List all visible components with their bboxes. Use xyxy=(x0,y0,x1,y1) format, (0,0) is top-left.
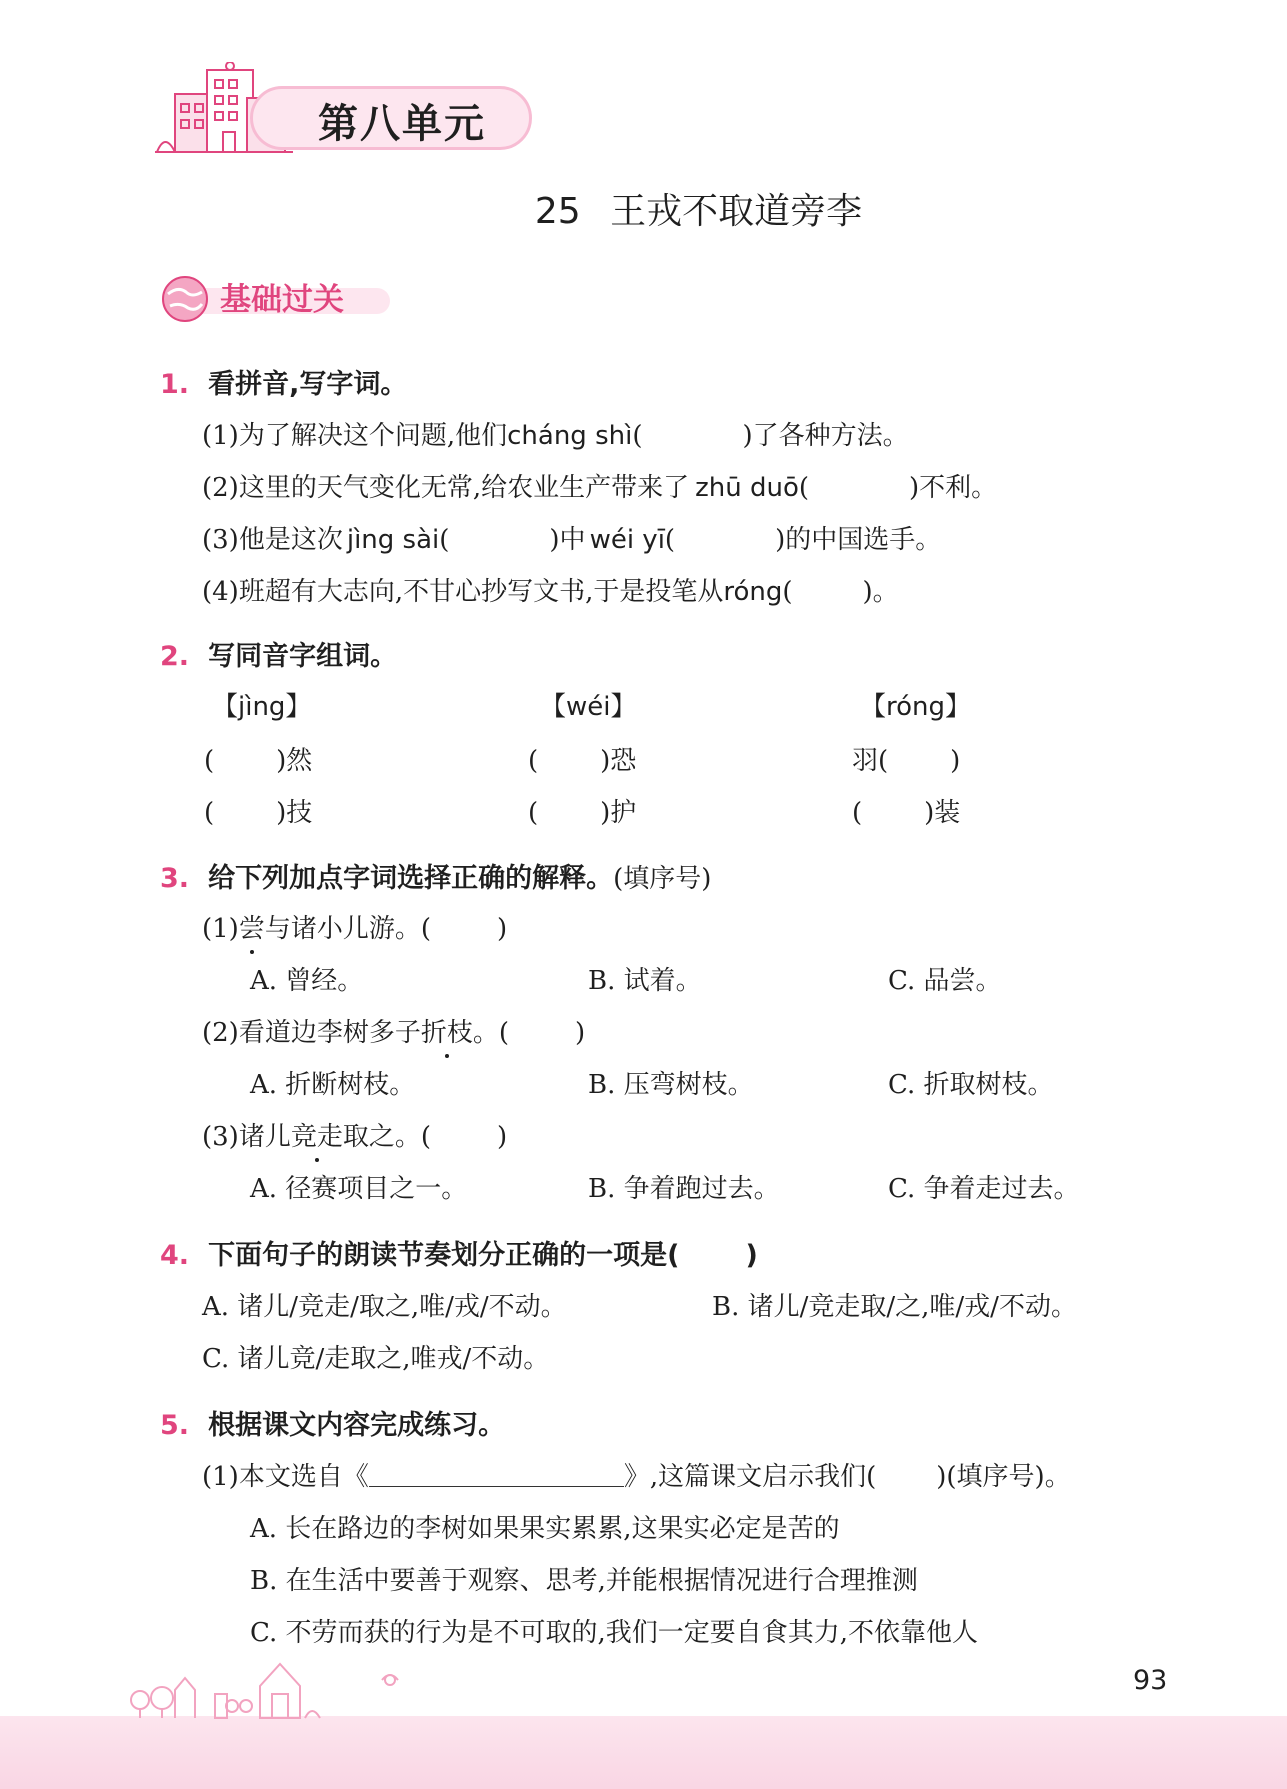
homophone-pinyin-jing: 【jìng】 xyxy=(212,692,312,722)
option-b: B. 诸儿/竞走取/之,唯/戎/不动。 xyxy=(712,1292,1077,1322)
town-doodle-icon xyxy=(120,1650,420,1720)
item-text: )。 xyxy=(862,577,899,607)
option-a: A. 径赛项目之一。 xyxy=(250,1174,468,1204)
option-c: C. 不劳而获的行为是不可取的,我们一定要自食其力,不依靠他人 xyxy=(250,1618,979,1648)
dotted-word: 折枝 xyxy=(420,1018,473,1048)
homophone-row: ( )装 xyxy=(852,798,961,828)
item-text: (1)本文选自《 xyxy=(202,1462,369,1492)
pinyin: wéi yī xyxy=(589,525,665,555)
item-text: )然 xyxy=(276,746,313,776)
homophone-pinyin-wei: 【wéi】 xyxy=(540,692,637,722)
lesson-name: 王戎不取道旁李 xyxy=(610,191,863,232)
item-text: ) xyxy=(950,746,961,776)
lesson-title xyxy=(0,183,1287,234)
item-text: ) xyxy=(497,914,508,944)
item-text: )的中国选手。 xyxy=(775,525,942,555)
pinyin: jìng sài xyxy=(346,525,440,555)
question-title: 下面句子的朗读节奏划分正确的一项是( xyxy=(208,1240,680,1271)
question-number: 4. xyxy=(160,1240,190,1271)
lesson-number: 25 xyxy=(534,191,581,232)
homophone-pinyin-rong: 【róng】 xyxy=(860,692,972,722)
homophone-row: ( )恐 xyxy=(528,746,637,776)
item-text: 。( xyxy=(472,1018,510,1048)
question-title: 看拼音,写字词。 xyxy=(208,369,408,400)
item-text: )(填序号)。 xyxy=(936,1462,1071,1492)
option-c: C. 品尝。 xyxy=(888,966,1002,996)
question-title: 给下列加点字词选择正确的解释。 xyxy=(208,863,614,894)
item-text: 取之。( xyxy=(342,1122,432,1152)
option-b: B. 争着跑过去。 xyxy=(588,1174,780,1204)
item-text: )恐 xyxy=(600,746,637,776)
option-b: B. 压弯树枝。 xyxy=(588,1070,754,1100)
pinyin: zhū duō xyxy=(695,473,799,503)
item-text: (2)看道边李树多子 xyxy=(202,1018,421,1048)
unit-banner xyxy=(150,80,540,160)
question-3-item-2 xyxy=(202,1012,585,1049)
question-title: 写同音字组词。 xyxy=(208,641,398,672)
footer-band xyxy=(0,1716,1287,1789)
question-number: 5. xyxy=(160,1410,190,1441)
pinyin: róng xyxy=(723,577,783,607)
item-text: (1)为了解决这个问题,他们 xyxy=(202,421,508,451)
item-text: )装 xyxy=(924,798,961,828)
item-text: )中 xyxy=(549,525,586,555)
globe-icon xyxy=(160,274,210,324)
option-c: C. 折取树枝。 xyxy=(888,1070,1054,1100)
question-3-header xyxy=(160,856,711,895)
homophone-row: ( )然 xyxy=(204,746,313,776)
question-2-header xyxy=(160,634,397,673)
source-blank[interactable] xyxy=(369,1464,624,1487)
question-4-header xyxy=(160,1233,758,1272)
item-text: )了各种方法。 xyxy=(742,421,909,451)
homophone-row xyxy=(852,740,960,777)
dotted-word: 竞走 xyxy=(290,1122,343,1152)
section-title: 基础过关 xyxy=(220,282,344,318)
item-text: 与诸小儿游。( xyxy=(264,914,432,944)
option-a: A. 曾经。 xyxy=(250,966,364,996)
question-5-header xyxy=(160,1403,505,1442)
item-text: (1) xyxy=(202,914,239,944)
question-number: 1. xyxy=(160,369,190,400)
item-text: )技 xyxy=(276,798,313,828)
item-text: ) xyxy=(575,1018,586,1048)
question-3-item-1 xyxy=(202,908,507,945)
item-text: (3)诸儿 xyxy=(202,1122,291,1152)
question-1-item-4: (4)班超有大志向,不甘心抄写文书,于是投笔从róng( )。 xyxy=(202,577,899,607)
item-text: )不利。 xyxy=(909,473,998,503)
homophone-row: ( )技 xyxy=(204,798,313,828)
question-note: (填序号) xyxy=(613,864,712,894)
question-1-item-3: (3)他是这次 jìng sài( )中 wéi yī( )的中国选手。 xyxy=(202,525,942,555)
option-b: B. 试着。 xyxy=(588,966,702,996)
option-a: A. 诸儿/竞走/取之,唯/戎/不动。 xyxy=(202,1292,567,1322)
item-text: ) xyxy=(497,1122,508,1152)
homophone-row: ( )护 xyxy=(528,798,637,828)
page-number: 93 xyxy=(1133,1665,1168,1696)
item-text: )护 xyxy=(600,798,637,828)
question-title: 根据课文内容完成练习。 xyxy=(208,1410,506,1441)
option-c: C. 诸儿竞/走取之,唯戎/不动。 xyxy=(202,1344,550,1374)
dotted-word: 尝 xyxy=(238,914,265,944)
section-tag xyxy=(160,270,400,326)
item-text: (2)这里的天气变化无常,给农业生产带来了 xyxy=(202,473,690,503)
question-number: 3. xyxy=(160,863,190,894)
pinyin: cháng shì xyxy=(507,421,633,451)
option-a: A. 折断树枝。 xyxy=(250,1070,416,1100)
question-3-item-3 xyxy=(202,1116,507,1153)
item-text: 》,这篇课文启示我们( xyxy=(623,1462,877,1492)
option-a: A. 长在路边的李树如果果实累累,这果实必定是苦的 xyxy=(250,1514,840,1544)
question-5-item-1 xyxy=(202,1456,1071,1493)
option-b: B. 在生活中要善于观察、思考,并能根据情况进行合理推测 xyxy=(250,1566,918,1596)
item-text: 羽( xyxy=(852,746,889,776)
option-c: C. 争着走过去。 xyxy=(888,1174,1080,1204)
unit-title: 第八单元 xyxy=(318,101,486,147)
item-text: ) xyxy=(745,1240,758,1271)
question-1-header xyxy=(160,362,407,401)
question-1-item-1: (1)为了解决这个问题,他们cháng shì( )了各种方法。 xyxy=(202,421,909,451)
item-text: (3)他是这次 xyxy=(202,525,343,555)
item-text: (4)班超有大志向,不甘心抄写文书,于是投笔从 xyxy=(202,577,724,607)
question-1-item-2: (2)这里的天气变化无常,给农业生产带来了 zhū duō( )不利。 xyxy=(202,473,998,503)
question-number: 2. xyxy=(160,641,190,672)
